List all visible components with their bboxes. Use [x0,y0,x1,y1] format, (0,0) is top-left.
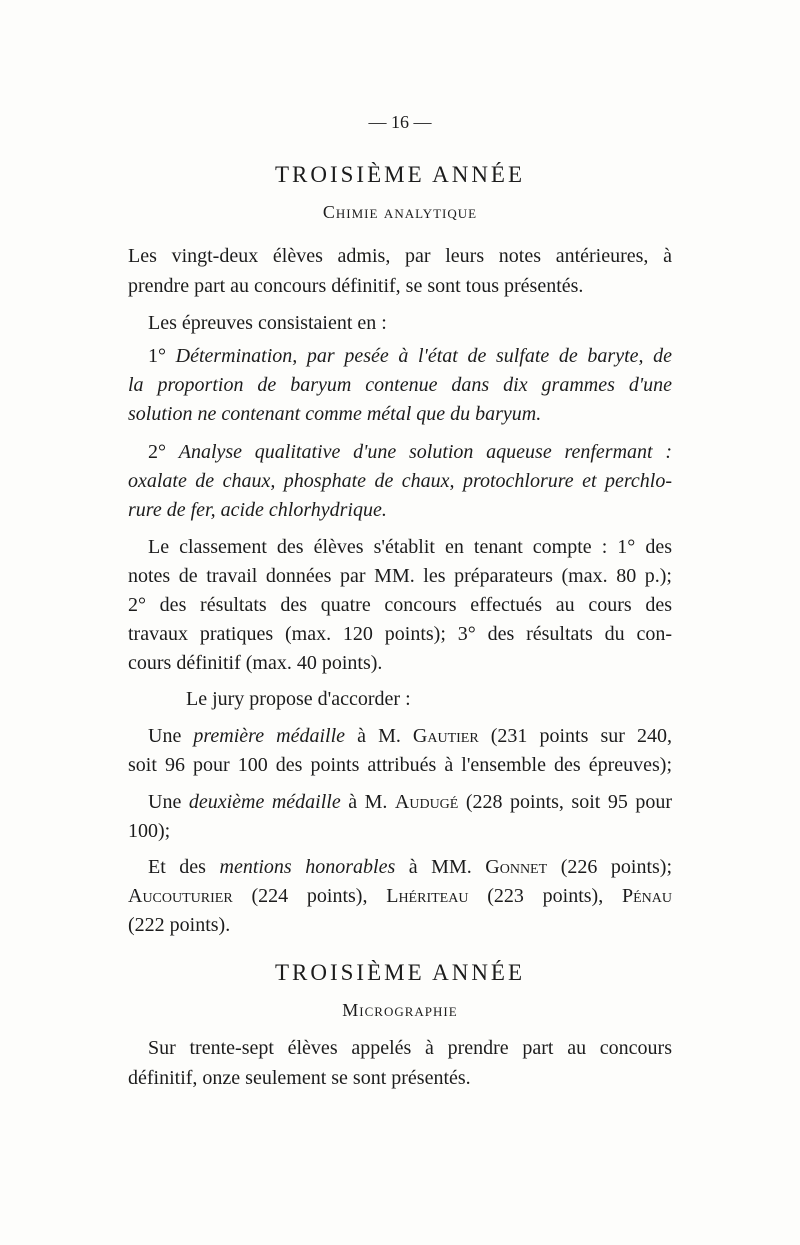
text-span: (226 points); [547,856,672,878]
text-line: notes de travail données par MM. les préparateurs (max. 80 p.); [128,565,672,587]
text-line: cours définitif (max. 40 points). [128,652,383,674]
text-span: à MM. [395,856,486,878]
text-span: à M. [345,725,413,747]
text-line: rure de fer, acide chlorhydrique. [128,499,387,521]
text-line: solution ne contenant comme métal que du baryum. [128,403,542,425]
text-span: Une [148,725,194,747]
text-line: Le classement des élèves s'établit en tenant compte : 1° des [148,536,672,558]
person-name: Gautier [412,725,479,747]
award-name: mentions honorables [219,856,396,878]
text-span: Une [148,791,189,813]
award-line-2 [148,790,672,814]
award-name: deuxième médaille [188,791,341,813]
text-line: Le jury propose d'accorder : [186,688,411,710]
text-line: Les épreuves consistaient en : [148,312,387,334]
award-line-3 [148,855,672,879]
text-span: (223 points), [468,885,622,907]
person-name: Aucouturier [128,885,233,907]
section-subtitle-micrographie: Micrographie [342,1000,458,1020]
item-number: 2° [148,441,166,463]
text-line: travaux pratiques (max. 120 points); 3° des résultats du con- [128,623,672,645]
text-span: à M. [340,791,395,813]
person-name: Gonnet [485,856,548,878]
person-name: Lhériteau [386,885,469,907]
award-name: première médaille [193,725,346,747]
award-line-1 [148,724,672,748]
text-span: (224 points), [232,885,387,907]
person-name: Pénau [622,885,673,907]
text-span: (228 points, soit 95 pour [458,791,672,813]
text-line: 2° des résultats des quatre concours effectués au cours des [128,594,672,616]
text-line: (222 points). [128,914,231,936]
text-line: soit 96 pour 100 des points attribués à l'ensemble des épreuves); [128,754,672,776]
item-text: Détermination, par pesée à l'état de sulfate de baryte, de [175,345,673,367]
text-line: Sur trente-sept élèves appelés à prendre part au concours [148,1037,672,1059]
text-line: définitif, onze seulement se sont présentés. [128,1067,471,1089]
section-title-micrographie: TROISIÈME ANNÉE [274,960,526,985]
person-name: Audugé [394,791,459,813]
text-line: oxalate de chaux, phosphate de chaux, protochlorure et perchlo- [128,470,672,492]
text-span: Et des [148,856,220,878]
item-number: 1° [148,345,166,367]
text-span: (231 points sur 240, [478,725,672,747]
text-line: Les vingt-deux élèves admis, par leurs notes antérieures, à [128,245,672,267]
list-item-1-line [148,344,672,368]
text-line: la proportion de baryum contenue dans dix grammes d'une [128,374,672,396]
text-line: prendre part au concours définitif, se sont tous présentés. [128,275,584,297]
item-text: Analyse qualitative d'une solution aqueuse renfermant : [178,441,672,463]
award-line-3b [128,884,672,908]
text-line: 100); [128,820,171,842]
page-number: — 16 — [368,112,432,132]
section-title-chimie: TROISIÈME ANNÉE [274,162,526,187]
list-item-2-line [148,440,672,464]
section-subtitle-chimie: Chimie analytique [322,202,478,222]
